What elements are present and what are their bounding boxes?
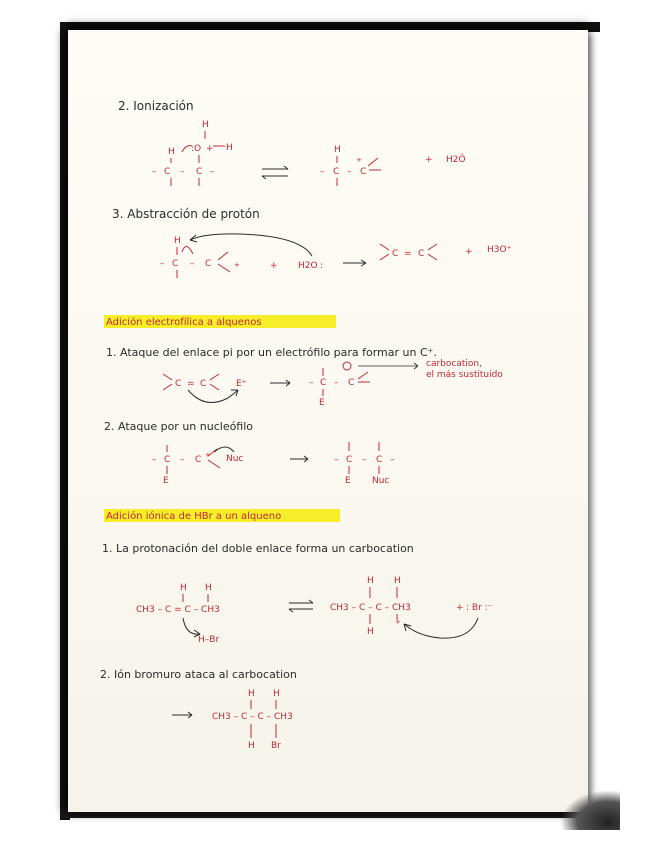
svg-text:–: –	[390, 455, 395, 465]
svg-text:E: E	[345, 476, 351, 486]
svg-text:H: H	[174, 236, 181, 246]
bromide-ion: : Br :⁻	[466, 603, 493, 613]
svg-text:H: H	[248, 689, 255, 699]
step-abstraccion-title: 3. Abstracción de protón	[112, 207, 260, 221]
product-br: Br	[271, 741, 281, 751]
svg-text:H: H	[367, 576, 374, 586]
svg-text:=: =	[404, 249, 412, 259]
hydronium: H3O⁺	[487, 245, 512, 255]
butyl-cation	[330, 576, 493, 637]
annotation-mas-sustituido: el más sustituido	[426, 370, 503, 380]
nucleophile-product	[334, 455, 395, 486]
hbr: H–Br	[198, 635, 220, 645]
nucleophile-attack	[152, 451, 243, 486]
ionizacion-product	[320, 145, 466, 177]
svg-text:–: –	[362, 455, 367, 465]
bromobutane-product	[212, 689, 293, 751]
svg-text:H: H	[334, 145, 341, 155]
svg-text:C: C	[200, 379, 207, 389]
svg-text::: :	[320, 261, 324, 271]
cation-chain: CH3 – C – C – CH3	[330, 603, 411, 613]
svg-text:–: –	[180, 167, 185, 177]
svg-text:C: C	[418, 249, 425, 259]
svg-text:+: +	[465, 247, 473, 257]
svg-text:C: C	[348, 378, 355, 388]
bromide-attack-arrow	[404, 618, 478, 638]
step-ataque-nucleofilo-title: 2. Ataque por un nucleófilo	[104, 420, 254, 433]
svg-text:–: –	[309, 378, 314, 388]
svg-text:H: H	[226, 143, 233, 153]
svg-text:–: –	[334, 378, 339, 388]
equilibrium-arrow	[262, 166, 288, 179]
carbocation-intermediate	[309, 378, 354, 408]
annotation-arrow	[358, 363, 418, 369]
svg-text:+: +	[270, 261, 278, 271]
svg-text:+: +	[234, 261, 240, 269]
svg-text:C: C	[164, 455, 171, 465]
svg-text:H: H	[367, 627, 374, 637]
svg-text:=: =	[187, 379, 195, 389]
svg-text:C: C	[175, 379, 182, 389]
svg-text:–: –	[152, 167, 157, 177]
svg-text:–: –	[210, 167, 215, 177]
svg-text:C: C	[333, 167, 340, 177]
electrophile: E⁺	[236, 379, 247, 389]
step-ionizacion-title: 2. Ionización	[118, 99, 194, 113]
svg-text:C: C	[195, 455, 202, 465]
nuc-product: Nuc	[372, 476, 390, 486]
water-product: H2Ö	[446, 155, 466, 165]
reaction-arrow-3	[343, 260, 366, 266]
svg-text:+: +	[395, 618, 401, 626]
electrophile-bound: E	[319, 398, 325, 408]
proton-curved-arrow	[190, 234, 312, 256]
svg-text:C: C	[320, 378, 327, 388]
svg-text:C: C	[360, 167, 367, 177]
svg-text:+: +	[456, 603, 464, 613]
step-ataque-electrofilo-title: 1. Ataque del enlace pi por un electrófilo para formar un C⁺.	[106, 346, 437, 359]
svg-text:C: C	[196, 167, 203, 177]
svg-text:+: +	[205, 451, 211, 459]
svg-text:+: +	[356, 156, 362, 164]
svg-text:–: –	[160, 259, 165, 269]
step-bromuro-title: 2. Ión bromuro ataca al carbocation	[100, 668, 297, 681]
water-reactant: H2O	[298, 261, 318, 271]
svg-text:–: –	[320, 167, 325, 177]
svg-text:H: H	[180, 583, 187, 593]
svg-text:C: C	[164, 167, 171, 177]
annotation-carbocation: carbocation,	[426, 359, 482, 369]
nucleophile: Nuc	[226, 454, 244, 464]
ionizacion-reactant-bonds	[171, 131, 225, 186]
butene-reactant	[136, 583, 220, 645]
product-h: H	[248, 741, 255, 751]
svg-text:H: H	[273, 689, 280, 699]
step-protonacion-title: 1. La protonación del doble enlace forma un carbocation	[102, 542, 414, 555]
svg-text:H: H	[202, 120, 209, 130]
alkene-product	[392, 245, 512, 259]
abstraccion-reactant	[160, 236, 323, 271]
svg-text:E: E	[163, 476, 169, 486]
svg-text:C: C	[392, 249, 399, 259]
svg-text:–: –	[334, 455, 339, 465]
svg-text:H: H	[394, 576, 401, 586]
svg-text:C: C	[346, 455, 353, 465]
product-chain: CH3 – C – C – CH3	[212, 712, 293, 722]
svg-text:C: C	[376, 455, 383, 465]
svg-text:–: –	[190, 259, 195, 269]
svg-text:+: +	[425, 155, 433, 165]
svg-text:C: C	[205, 259, 212, 269]
svg-text:H: H	[205, 583, 212, 593]
svg-text:–: –	[180, 455, 185, 465]
svg-text:–: –	[347, 167, 352, 177]
svg-text:H: H	[168, 147, 175, 157]
butene-chain: CH3 – C = C – CH3	[136, 605, 220, 615]
heading-adicion-electrofilica: Adición electrofílica a alquenos	[106, 317, 262, 328]
svg-text:C: C	[172, 259, 179, 269]
svg-text:–: –	[152, 455, 157, 465]
svg-text:+: +	[206, 144, 214, 154]
ionizacion-reactant	[152, 120, 233, 177]
heading-adicion-ionica: Adición iónica de HBr a un alqueno	[106, 511, 282, 522]
svg-text::O: :O	[191, 144, 202, 154]
